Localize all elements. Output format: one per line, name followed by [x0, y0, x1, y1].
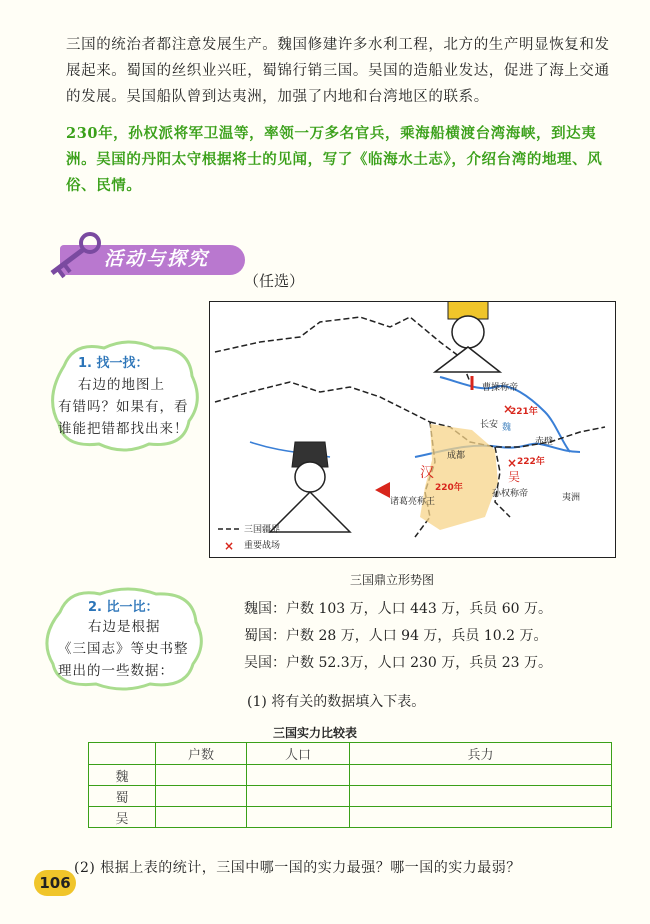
cell-empty	[247, 807, 350, 828]
table-row	[89, 786, 612, 807]
row-label-wei: 魏	[89, 765, 156, 786]
data-shu: 蜀国：户数 28 万，人口 94 万，兵员 10.2 万。	[244, 628, 548, 644]
row-label-wu: 吴	[89, 807, 156, 828]
cell-empty	[350, 765, 612, 786]
svg-text:×: ×	[503, 402, 514, 416]
map-label-zhuge: 诸葛亮称王	[390, 497, 436, 507]
activity1-line-2: 有错吗？如果有，看	[58, 399, 189, 415]
map-label-shu: 汉	[420, 465, 434, 481]
banner-title: 活动与探究	[104, 248, 210, 270]
optional-label: （任选）	[244, 272, 305, 290]
activity-cloud-2	[38, 584, 208, 694]
legend-battle: 重要战场	[244, 541, 281, 551]
activity1-line-3: 谁能把错都找出来！	[58, 421, 189, 437]
cell-empty	[156, 786, 247, 807]
map-label-sunquan: 孙权称帝	[492, 489, 529, 499]
cell-empty	[156, 807, 247, 828]
question-1: (1) 将有关的数据填入下表。	[247, 694, 426, 710]
page-number: 106	[34, 870, 76, 896]
table-row	[89, 807, 612, 828]
map-label-yizhou: 夷洲	[562, 493, 581, 503]
map-label-220: 220年	[435, 483, 463, 493]
activity-cloud-1	[44, 336, 204, 456]
map-label-chibi: 赤壁	[535, 437, 554, 447]
header-households: 户数	[156, 743, 247, 765]
map-label-caocao: 曹操称帝	[482, 383, 519, 393]
cell-empty	[350, 786, 612, 807]
paragraph-economy: 三国的统治者都注意发展生产。魏国修建许多水利工程，北方的生产明显恢复和发展起来。蜀国的丝织业兴旺，蜀锦行销三国。吴国的造船业发达，促进了海上交通的发展。吴国船队曾到达夷洲，加强了内地和台湾地区的联系。	[66, 37, 610, 105]
map-label-chengdu: 成都	[447, 451, 466, 461]
cell-empty	[350, 807, 612, 828]
map-label-221: 221年	[510, 407, 538, 417]
svg-text:×: ×	[507, 456, 518, 470]
activity-banner	[42, 239, 247, 281]
kingdom-data	[244, 596, 552, 677]
key-icon	[40, 229, 110, 279]
header-population: 人口	[247, 743, 350, 765]
svg-text:×: ×	[224, 539, 235, 553]
activity2-line-2: 《三国志》等史书整	[58, 641, 189, 657]
activity2-heading: 2. 比一比：	[88, 600, 159, 615]
table-row	[89, 765, 612, 786]
activity2-line-1: 右边是根据	[88, 619, 161, 635]
paragraph-taiwan: 230年，孙权派将军卫温等，率领一万多名官兵，乘海船横渡台湾海峡，到达夷洲。吴国的丹阳太守根据将士的见闻，写了《临海水土志》，介绍台湾的地理、风俗、民情。	[66, 125, 603, 194]
table-header-row	[89, 743, 612, 765]
map-label-wei: 魏	[502, 423, 512, 433]
table-title: 三国实力比较表	[273, 726, 358, 740]
zhuge-portrait	[270, 442, 350, 532]
data-wei: 魏国：户数 103 万，人口 443 万，兵员 60 万。	[244, 601, 552, 617]
map-label-222: 222年	[517, 457, 545, 467]
row-label-shu: 蜀	[89, 786, 156, 807]
caocao-portrait	[435, 302, 500, 372]
question-2: (2) 根据上表的统计，三国中哪一国的实力最强？哪一国的实力最弱？	[74, 860, 521, 876]
three-kingdoms-map	[209, 301, 616, 558]
cell-empty	[156, 765, 247, 786]
cell-empty	[247, 786, 350, 807]
cell-empty	[247, 765, 350, 786]
header-blank	[89, 743, 156, 765]
activity2-line-3: 理出的一些数据：	[58, 663, 174, 679]
data-wu: 吴国：户数 52.3万，人口 230 万，兵员 23 万。	[244, 655, 552, 671]
map-label-changan: 长安	[480, 420, 499, 430]
activity1-heading: 1. 找一找：	[78, 356, 149, 371]
map-label-wu: 吴	[508, 470, 521, 484]
comparison-table	[88, 742, 612, 828]
map-drawing	[210, 302, 615, 557]
legend-border: 三国疆界	[244, 525, 281, 535]
map-caption: 三国鼎立形势图	[350, 573, 435, 587]
header-troops: 兵力	[350, 743, 612, 765]
activity1-line-1: 右边的地图上	[78, 377, 165, 393]
